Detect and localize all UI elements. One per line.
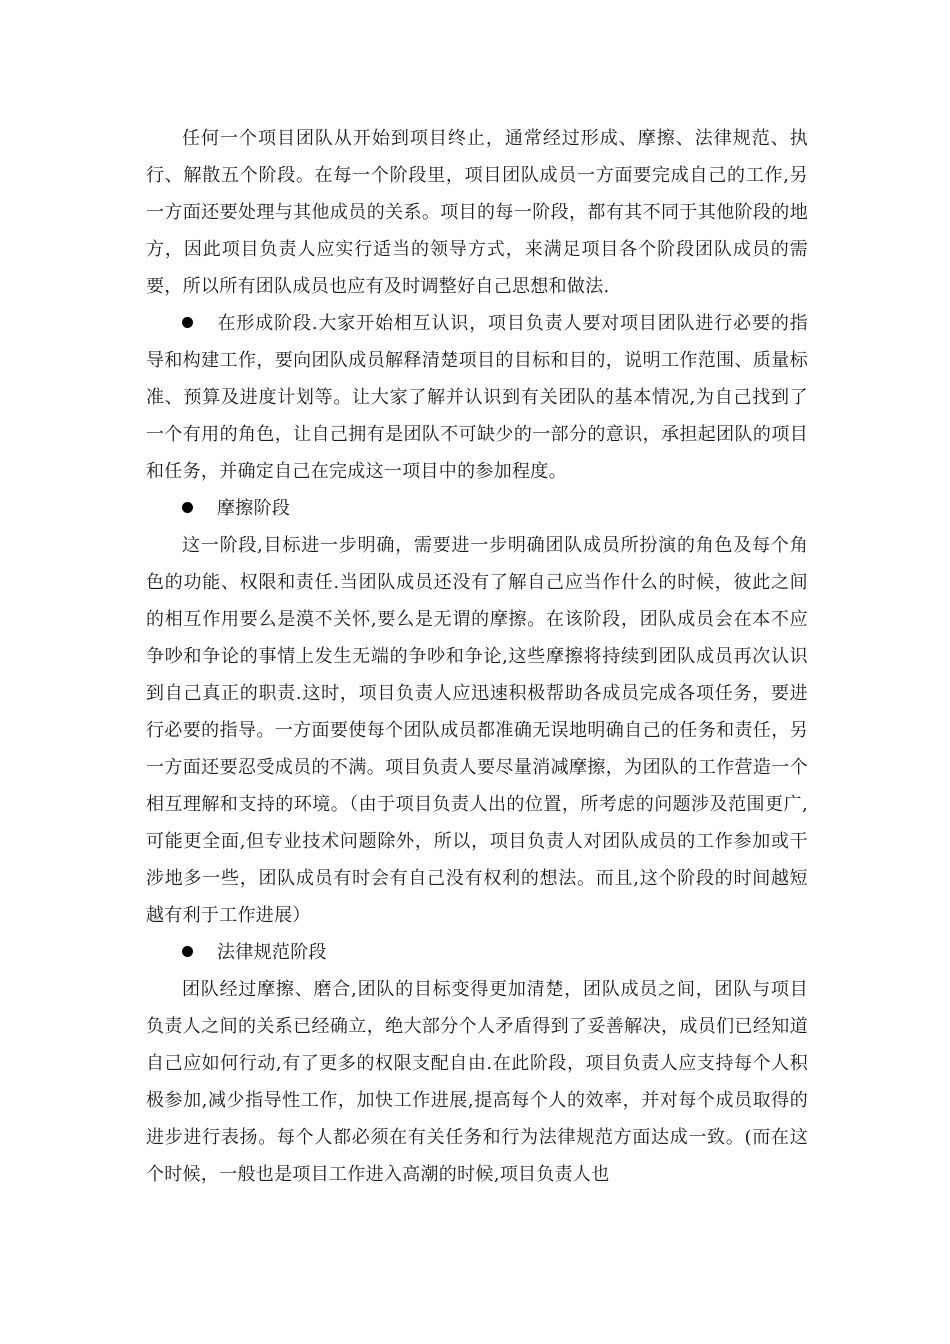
paragraph-storming: 这一阶段,目标进一步明确，需要进一步明确团队成员所扮演的角色及每个角色的功能、权限和责任.当团队成员还没有了解自己应当作什么的时候，彼此之间的相互作用要么是漠不关怀,要么是无谓的摩擦。在该阶段，团队成员会在本不应争吵和争论的事情上发生无端的争吵和争论,这些摩擦将持续到团队成员再次认识到自己真正的职责.这时，项目负责人应迅速积极帮助各成员完成各项任务，要进行必要的指导。一方面要使每个团队成员都准确无误地明确自己的任务和责任，另一方面还要忍受成员的不满。项目负责人要尽量消减摩擦，为团队的工作营造一个相互理解和支持的环境。（由于项目负责人出的位置，所考虑的问题涉及范围更广,可能更全面,但专业技术问题除外，所以，项目负责人对团队成员的工作参加或干涉地多一些，团队成员有时会有自己没有权利的想法。而且,这个阶段的时间越短越有利于工作进展） <box>146 535 808 926</box>
bullet-storming-text: 摩擦阶段 <box>217 498 291 519</box>
bullet-norming-heading <box>146 934 808 971</box>
bullet-forming-text: 在形成阶段.大家开始相互认识，项目负责人要对项目团队进行必要的指导和构建工作，要向团队成员解释清楚项目的目标和目的，说明工作范围、质量标准、预算及进度计划等。让大家了解并认识到有关团队的基本情况,为自己找到了一个有用的角色，让自己拥有是团队不可缺少的一部分的意识，承担起团队的项目和任务，并确定自己在完成这一项目中的参加程度。 <box>146 313 808 482</box>
bullet-icon <box>182 502 193 513</box>
bullet-icon <box>182 317 193 328</box>
bullet-forming-stage <box>146 305 808 490</box>
document-body <box>146 120 808 1193</box>
bullet-norming-text: 法律规范阶段 <box>217 942 327 963</box>
paragraph-norming: 团队经过摩擦、磨合,团队的目标变得更加清楚，团队成员之间，团队与项目负责人之间的关系已经确立，绝大部分个人矛盾得到了妥善解决，成员们已经知道自己应如何行动,有了更多的权限支配自由.在此阶段，项目负责人应支持每个人积极参加,减少指导性工作，加快工作进展,提高每个人的效率，并对每个成员取得的进步进行表扬。每个人都必须在有关任务和行为法律规范方面达成一致。(而在这个时候，一般也是项目工作进入高潮的时候,项目负责人也 <box>146 979 808 1185</box>
bullet-storming-heading <box>146 490 808 527</box>
paragraph-intro: 任何一个项目团队从开始到项目终止，通常经过形成、摩擦、法律规范、执行、解散五个阶段。在每一个阶段里，项目团队成员一方面要完成自己的工作,另一方面还要处理与其他成员的关系。项目的每一阶段，都有其不同于其他阶段的地方，因此项目负责人应实行适当的领导方式，来满足项目各个阶段团队成员的需要，所以所有团队成员也应有及时调整好自己思想和做法. <box>146 128 808 297</box>
bullet-icon <box>182 946 193 957</box>
